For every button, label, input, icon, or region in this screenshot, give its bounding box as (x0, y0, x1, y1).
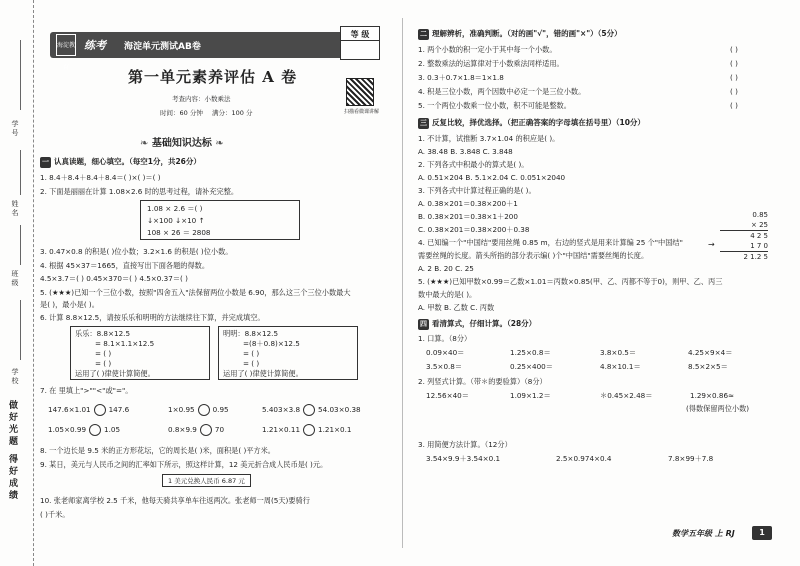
judge-item: 5. 一个两位小数乘一位小数，积不可能是整数。 (418, 101, 571, 110)
arrow-icon: → (708, 240, 715, 249)
judge-item: 2. 整数乘法的运算律对于小数乘法同样适用。 (418, 59, 564, 68)
q1-heading: 一 认真读题，细心填空。（每空1分，共26分） (42, 157, 201, 166)
q1-item-3: 3. 0.47×0.8 的积是( )位小数；3.2×1.6 的积是( )位小数。 (40, 247, 233, 256)
section-number-badge: 二 (420, 30, 427, 38)
vertical-calc-item: 12.56×40＝ (426, 391, 469, 400)
compare-answer-circle[interactable] (94, 404, 106, 416)
compare-answer-circle[interactable] (89, 424, 101, 436)
series-title: 海淀单元测试AB卷 (124, 42, 201, 52)
choice-option: C. 0.38×201＝0.38×200＋0.38 (418, 225, 530, 234)
mingming-method-box (218, 326, 358, 380)
lele-line: 乐乐：8.8×12.5 (75, 329, 131, 338)
simple-calc-item: 2.5×0.974×0.4 (556, 454, 612, 463)
calc-row: 108 × 26 ＝ 2808 (147, 228, 211, 237)
compare-item: 0.8×9.9 70 (168, 425, 225, 434)
column-divider (402, 18, 403, 548)
oral-item: 3.8×0.5＝ (600, 348, 637, 357)
choice-option: A. 0.38×201＝0.38×200＋1 (418, 199, 518, 208)
compare-item: 5.403×3.8 54.03×0.38 (262, 405, 361, 414)
oral-item: 3.5×0.8＝ (426, 362, 463, 371)
mingming-line: 运用了( )律使计算简便。 (223, 369, 303, 378)
oral-item: 4.8×10.1＝ (600, 362, 641, 371)
choice-line: 1. 不计算，试推断 3.7×1.04 的积应是( )。 (418, 134, 560, 143)
lele-line: = 8.1×1.1×12.5 (95, 339, 155, 348)
compare-answer-circle[interactable] (303, 424, 315, 436)
margin-label-class: 班级 (11, 270, 19, 288)
margin-label-school: 学校 (11, 368, 19, 386)
choice-line: 数中最大的是( )。 (418, 290, 477, 299)
binding-margin (0, 0, 34, 566)
calc-row: ↓×100 ↓×10 ↑ (147, 216, 205, 225)
lele-line: 运用了( )律使计算简便。 (75, 369, 155, 378)
oral-item: 0.09×40＝ (426, 348, 465, 357)
choice-options: A. 甲数 B. 乙数 C. 丙数 (418, 303, 495, 312)
q1-item-7: 7. 在 里填上">""<"或"="。 (40, 386, 133, 395)
judge-item: 4. 积是三位小数，两个因数中必定一个是三位小数。 (418, 87, 586, 96)
section-number-badge: 四 (420, 320, 427, 328)
sec2-heading: 二 理解辨析，准确判断。（对的画"√"，错的画"×"）（5分） (420, 29, 622, 38)
q1-item-9: 9. 某日，美元与人民币之间的汇率如下所示，照这样计算，12 美元折合成人民币是( )元。 (40, 460, 328, 469)
judge-item: 1. 两个小数的积一定小于其中每一个小数。 (418, 45, 557, 54)
section-title: ❧ 基础知识达标 ❧ (140, 138, 224, 149)
oral-item: 4.25×9×4＝ (688, 348, 733, 357)
simple-calc-heading: 3. 用简便方法计算。（12分） (418, 440, 512, 449)
margin-line (20, 300, 21, 360)
lele-line: = ( ) (95, 349, 112, 358)
choice-line: 3. 下列各式中计算过程正确的是( )。 (418, 186, 536, 195)
judge-item: 3. 0.3＋0.7×1.8＝1×1.8 (418, 73, 504, 82)
vertical-calc-item: ＊0.45×2.48＝ (600, 391, 653, 400)
compare-answer-circle[interactable] (200, 424, 212, 436)
q1-item-5-sub: 是( )，最小是( )。 (40, 300, 99, 309)
compare-item: 1×0.95 0.95 (168, 405, 229, 414)
time-label: 时间：60 分钟 (160, 109, 203, 117)
section-number-badge: 一 (42, 158, 49, 166)
choice-line: 5. (★★★)已知甲数×0.99＝乙数×1.01＝丙数×0.85(甲、乙、丙都不等于0)，则甲、乙、丙三 (418, 277, 723, 286)
brand-name: 练考 (84, 39, 106, 52)
compare-item: 147.6×1.01 147.6 (48, 405, 130, 414)
unit-title: 第一单元素养评估 A 卷 (128, 68, 298, 86)
margin-label-id: 学号 (11, 120, 19, 138)
judge-answer[interactable]: ( ) (730, 73, 738, 82)
sec4-heading: 四 看清算式，仔细计算。（28分） (420, 319, 537, 328)
judge-answer[interactable]: ( ) (730, 59, 738, 68)
compare-answer-circle[interactable] (303, 404, 315, 416)
vertical-calc-item: 1.29×0.86≈ (690, 391, 735, 400)
choice-options: A. 0.51×204 B. 5.1×2.04 C. 0.051×2040 (418, 173, 566, 182)
qr-caption: 扫描看微课讲解 (344, 109, 380, 115)
choice-options: A. 38.48 B. 3.848 C. 3.848 (418, 147, 513, 156)
series-banner (50, 32, 366, 71)
margin-line (20, 150, 21, 195)
q1-item-5: 5. (★★★)已知一个三位小数，按照"四舍五入"法保留两位小数是 6.90，那么这三个三位小数最大 (40, 288, 351, 297)
q1-item-4: 4. 根据 45×37＝1665，直接写出下面各题的得数。 (40, 261, 210, 270)
publisher-logo: 海淀教育 (56, 34, 76, 56)
q1-item-6: 6. 计算 8.8×12.5，请按乐乐和明明的方法继续往下算，并完成填空。 (40, 313, 265, 322)
score-label: 满分：100 分 (212, 109, 253, 117)
mingming-line: =(8＋0.8)×12.5 (243, 339, 300, 348)
oral-heading: 1. 口算。（8分） (418, 334, 472, 343)
calc-thinking-box (140, 200, 300, 240)
sec3-heading: 三 反复比较，择优选择。（把正确答案的字母填在括号里）（10分） (420, 118, 645, 127)
judge-answer[interactable]: ( ) (730, 87, 738, 96)
q1-item-1: 1. 8.4＋8.4＋8.4＋8.4＝( )×( )＝( ) (40, 173, 161, 182)
oral-item: 8.5×2×5＝ (688, 362, 728, 371)
oral-item: 1.25×0.8＝ (510, 348, 551, 357)
compare-answer-circle[interactable] (198, 404, 210, 416)
vertical-calc-item: 1.09×1.2＝ (510, 391, 551, 400)
exchange-rate-tag: 1 美元兑换人民币 6.87 元 (162, 474, 251, 487)
judge-answer[interactable]: ( ) (730, 101, 738, 110)
mingming-line: = ( ) (243, 359, 260, 368)
vertical-calc-heading: 2. 列竖式计算。（带＊的要验算）（8分） (418, 377, 547, 386)
margin-line (20, 225, 21, 265)
choice-options: A. 2 B. 20 C. 25 (418, 264, 474, 273)
q1-item-8: 8. 一个边长是 9.5 米的正方形花坛，它的周长是( )米，面积是( )平方米。 (40, 446, 275, 455)
calc-row: 1.08 × 2.6 ＝( ) (147, 204, 203, 213)
q1-item-2: 2. 下面是丽丽在计算 1.08×2.6 时的思考过程，请补充完整。 (40, 187, 239, 196)
mingming-line: = ( ) (243, 349, 260, 358)
compare-item: 1.05×0.99 1.05 (48, 425, 121, 434)
grade-box (340, 26, 380, 60)
vertical-multiplication: 0.85 × 25 4 2 5 1 7 0 2 1.2 5 (720, 210, 768, 262)
lele-method-box (70, 326, 210, 380)
q1-item-10-sub: ( )千米。 (40, 510, 70, 519)
q1-item-10: 10. 张老师家离学校 2.5 千米，他每天骑共享单车往返两次。张老师一周(5天)要骑行 (40, 496, 310, 505)
vertical-calc-note: (得数保留两位小数) (686, 404, 750, 413)
content-label: 考查内容：小数乘法 (172, 95, 231, 103)
footer-label: 数学五年级 上 RJ (672, 529, 735, 538)
margin-line (20, 40, 21, 110)
grade-label: 等 级 (341, 27, 379, 41)
mingming-line: 明明：8.8×12.5 (223, 329, 279, 338)
compare-item: 1.21×0.11 1.21×0.1 (262, 425, 352, 434)
simple-calc-item: 3.54×9.9＋3.54×0.1 (426, 454, 501, 463)
lele-line: = ( ) (95, 359, 112, 368)
choice-line: 需要丝绳的长度。箭头所指的部分表示编( )个"中国结"需要丝绳的长度。 (418, 251, 649, 260)
qr-code[interactable] (346, 78, 374, 106)
choice-line: 2. 下列各式中积最小的算式是( )。 (418, 160, 529, 169)
page-number: 1 (752, 526, 772, 540)
choice-line: 4. 已知编一个"中国结"要用丝绳 0.85 m，右边的竖式是用来计算编 25 个"中国结" (418, 238, 683, 247)
oral-item: 0.25×400＝ (510, 362, 553, 371)
choice-option: B. 0.38×201＝0.38×1＋200 (418, 212, 518, 221)
q1-item-4-sub: 4.5×3.7＝( ) 0.45×370＝( ) 4.5×0.37＝( ) (40, 274, 188, 283)
simple-calc-item: 7.8×99＋7.8 (668, 454, 714, 463)
judge-answer[interactable]: ( ) (730, 45, 738, 54)
margin-slogan: 做好光题 得好成绩 (7, 400, 17, 503)
margin-label-name: 姓名 (11, 200, 19, 218)
section-number-badge: 三 (420, 119, 427, 127)
